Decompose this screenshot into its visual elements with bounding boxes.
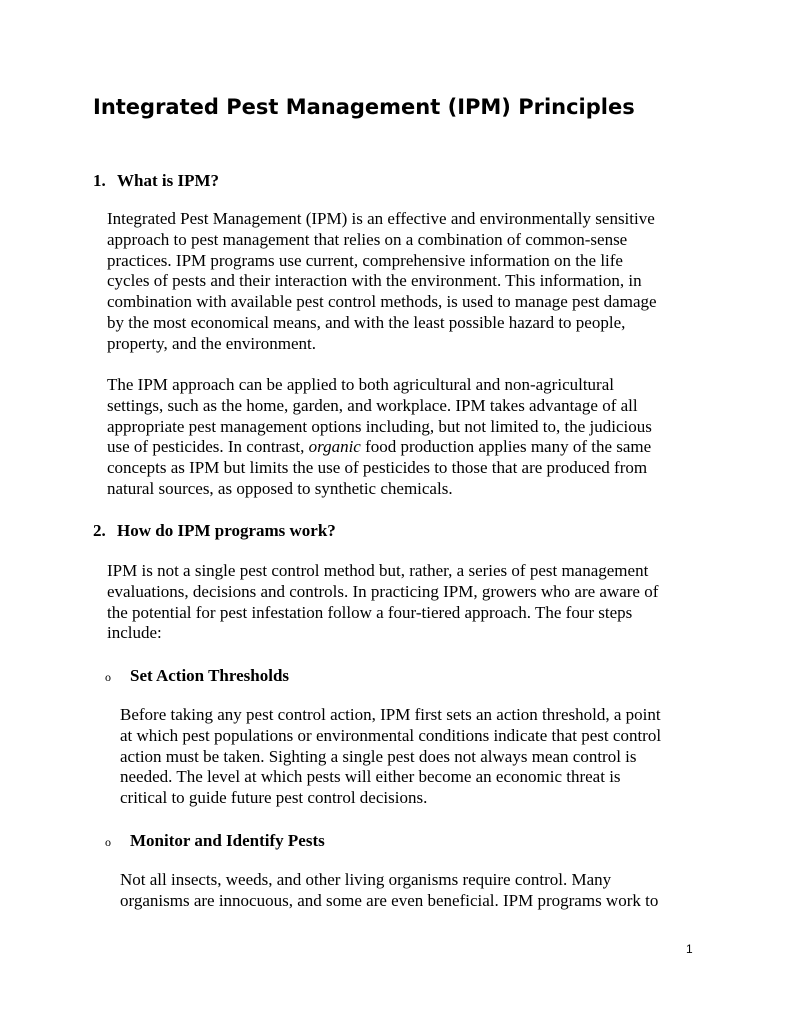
text-line: action must be taken. Sighting a single pest does not always mean control is	[120, 746, 637, 766]
text-run: use of pesticides. In contrast,	[107, 437, 309, 457]
text-line	[107, 437, 652, 458]
italic-term-organic: organic	[308, 437, 361, 457]
text-line: organisms are innocuous, and some are even beneficial. IPM programs work to	[120, 890, 659, 910]
text-line: evaluations, decisions and controls. In practicing IPM, growers who are aware of	[107, 581, 659, 601]
section-heading-how-ipm-works	[93, 520, 336, 541]
text-line: by the most economical means, and with the least possible hazard to people,	[107, 312, 626, 332]
text-line: appropriate pest management options including, but not limited to, the judicious	[107, 416, 652, 436]
text-line: the potential for pest infestation follow a four-tiered approach. The four steps	[107, 602, 633, 622]
bullet-monitor-identify-pests	[105, 830, 325, 853]
text-line: Integrated Pest Management (IPM) is an effective and environmentally sensitive	[107, 209, 655, 228]
bullet-set-action-thresholds	[105, 665, 289, 688]
section-heading-what-is-ipm	[93, 170, 219, 191]
page-title: Integrated Pest Management (IPM) Principles	[93, 95, 635, 119]
paragraph-ipm-definition	[107, 209, 657, 355]
text-line: combination with available pest control methods, is used to manage pest damage	[107, 292, 657, 312]
bullet-heading: Set Action Thresholds	[130, 666, 290, 685]
paragraph-monitor-pests	[120, 870, 658, 912]
section-heading-text: What is IPM?	[117, 171, 219, 190]
section-heading-text: How do IPM programs work?	[117, 521, 336, 540]
page-number: 1	[686, 942, 693, 956]
bullet-heading: Monitor and Identify Pests	[130, 831, 325, 850]
text-run: food production applies many of the same	[360, 437, 652, 457]
text-line: cycles of pests and their interaction with the environment. This information, in	[107, 271, 642, 291]
text-line: concepts as IPM but limits the use of pesticides to those that are produced from	[107, 458, 648, 478]
text-line: practices. IPM programs use current, comprehensive information on the life	[107, 250, 623, 270]
text-line: natural sources, as opposed to synthetic chemicals.	[107, 478, 453, 498]
text-line: property, and the environment.	[107, 333, 316, 353]
paragraph-action-thresholds	[120, 705, 661, 809]
bullet-circle-icon: o	[105, 835, 111, 849]
text-line: The IPM approach can be applied to both agricultural and non-agricultural	[107, 375, 614, 394]
text-line: IPM is not a single pest control method but, rather, a series of pest management	[107, 561, 649, 580]
text-line: Not all insects, weeds, and other living organisms require control. Many	[120, 870, 612, 889]
text-line: at which pest populations or environmental conditions indicate that pest control	[120, 725, 662, 745]
text-line: Before taking any pest control action, IPM first sets an action threshold, a point	[120, 705, 661, 724]
text-line: settings, such as the home, garden, and workplace. IPM takes advantage of all	[107, 395, 638, 415]
paragraph-ipm-process	[107, 561, 658, 644]
text-line: critical to guide future pest control decisions.	[120, 788, 428, 808]
section-number: 1.	[93, 171, 106, 190]
paragraph-ipm-approach	[107, 375, 652, 500]
text-line: include:	[107, 623, 162, 643]
text-line: approach to pest management that relies on a combination of common-sense	[107, 229, 628, 249]
section-number: 2.	[93, 521, 106, 540]
text-line: needed. The level at which pests will either become an economic threat is	[120, 767, 621, 787]
bullet-circle-icon: o	[105, 670, 111, 684]
